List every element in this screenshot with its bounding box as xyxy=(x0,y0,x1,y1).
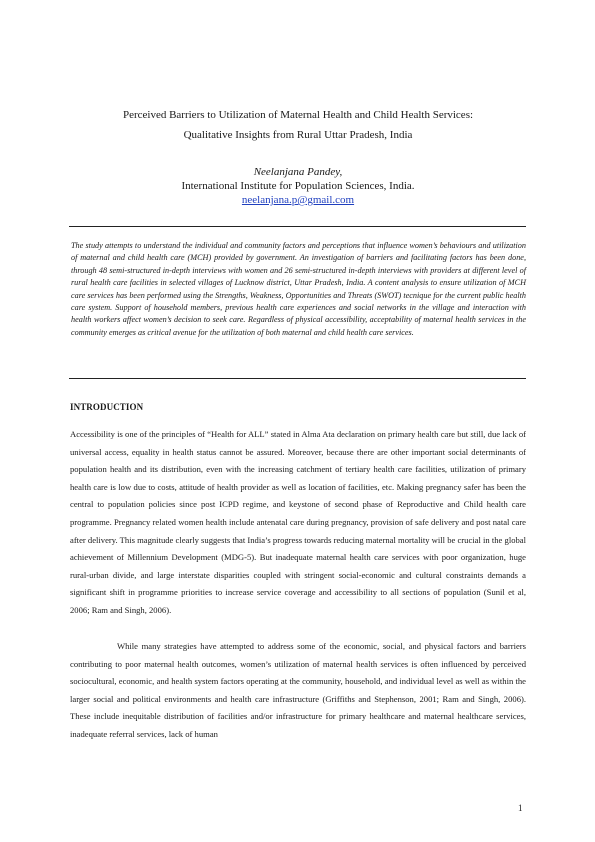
page-number: 1 xyxy=(518,803,523,813)
author-email-link[interactable]: neelanjana.p@gmail.com xyxy=(241,194,355,206)
author-affiliation: International Institute for Population Sciences, India. xyxy=(181,180,415,192)
abstract-top-divider xyxy=(69,226,526,227)
abstract-bottom-divider xyxy=(69,378,526,379)
paper-title-line-1: Perceived Barriers to Utilization of Maternal Health and Child Health Services: xyxy=(122,109,474,121)
intro-paragraph-1: Accessibility is one of the principles of “Health for ALL” stated in Alma Ata declaration on primary health care but still, due lack of universal access, equality in health status cannot be assured. Moreover, because there are other important social determinants of population health and its distribution, even with the increasing catchment of tertiary health care facilities, utilization of primary health care is low due to costs, attitude of health provider as well as location of facilities, etc. Making pregnancy safer has been the central to population policies since post ICPD regime, and keystone of second phase of Reproductive and Child health care programme. Pregnancy related women health include antenatal care during pregnancy, provision of safe delivery and post natal care after delivery. This magnitude clearly suggests that India’s progress towards reducing maternal mortality will be crucial in the global achievement of Millennium Development (MDG-5). But inadequate maternal health care services with poor organization, huge rural-urban divide, and large interstate disparities coupled with stringent social-economic and cultural constraints demands a significant shift in programme priorities to increase service coverage and accessibility to all sections of population (Sunil et al, 2006; Ram and Singh, 2006). xyxy=(70,429,526,615)
section-heading-introduction: INTRODUCTION xyxy=(70,402,144,412)
author-name: Neelanjana Pandey, xyxy=(253,166,343,178)
abstract-text: The study attempts to understand the individual and community factors and perceptions that influence women’s behaviours and utilization of maternal and child health care (MCH) provided by government. An investigation of barriers and facilitating factors has been done, through 48 semi-structured in-depth interviews with women and 26 semi-structured in-depth interviews with providers at different level of rural health care facilities in selected villages of Lucknow district, Uttar Pradesh, India. A content analysis to ensure utilization of MCH care services has been performed using the Strengths, Weakness, Opportunities and Threats (SWOT) tecnique for the current public health care system. Support of household members, previous health care experiences and social networks in the village and interaction with health workers affect women’s decision to seek care. Regardless of physical accessibility, acceptability of maternal health services in the community emerges as critical avenue for the utilization of both maternal and child health care services. xyxy=(71,241,526,337)
paper-title-line-2: Qualitative Insights from Rural Uttar Pradesh, India xyxy=(183,129,413,141)
intro-paragraph-2: While many strategies have attempted to address some of the economic, social, and physical factors and barriers contributing to poor maternal health outcomes, women’s utilization of maternal health services is often influenced by perceived sociocultural, economic, and health system factors operating at the community, household, and individual level as well as within the larger social and political environments and health care infrastructure (Griffiths and Stephenson, 2001; Ram and Singh, 2006). These include inequitable distribution of facilities and/or infrastructure for primary healthcare and maternal healthcare services, inadequate referral services, lack of human xyxy=(70,641,526,739)
